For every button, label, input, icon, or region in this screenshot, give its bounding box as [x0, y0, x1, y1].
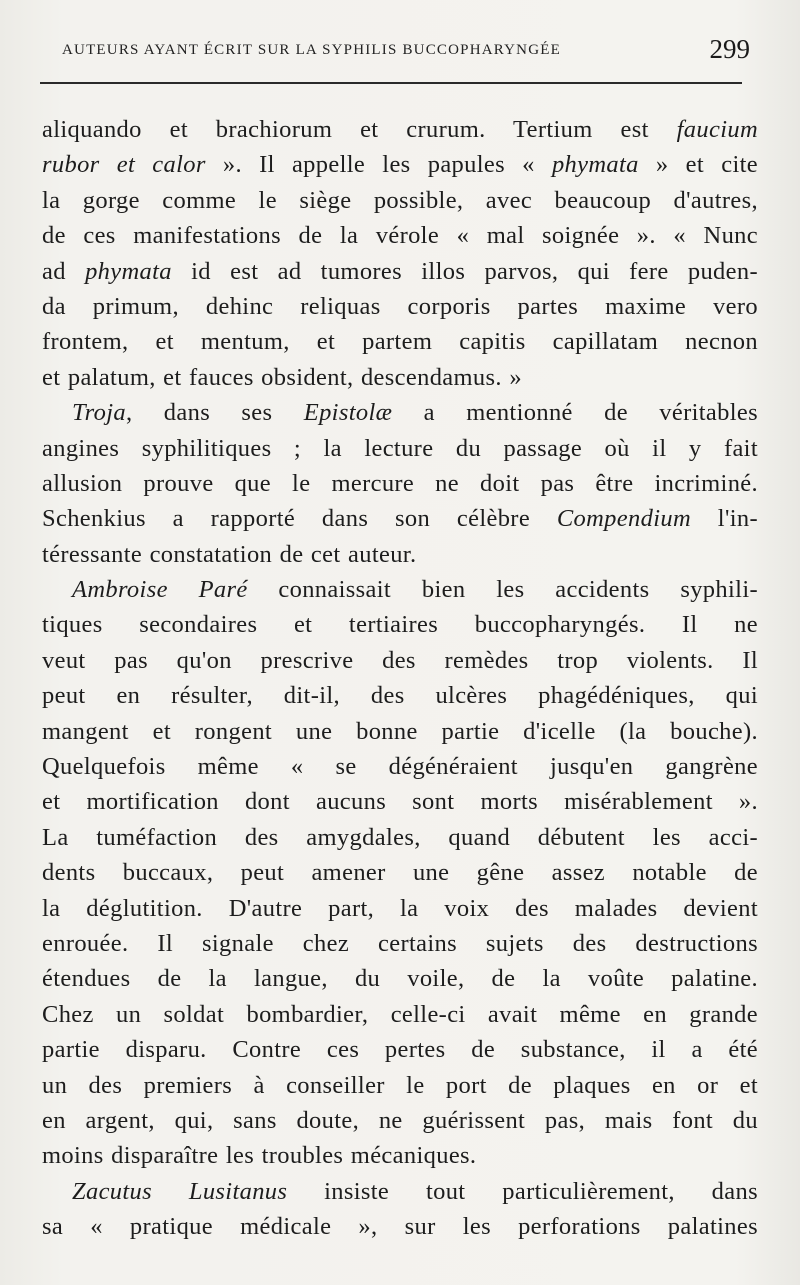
text-line: partie disparu. Contre ces pertes de substance, il a été — [42, 1036, 758, 1064]
text-line: un des premiers à conseiller le port de plaques en or et — [42, 1071, 758, 1099]
text-line: et mortification dont aucuns sont morts misérablement ». — [42, 788, 758, 816]
text-line: rubor et calor ». Il appelle les papules « phymata » et cite — [42, 151, 758, 179]
text-line: mangent et rongent une bonne partie d'icelle (la bouche). — [42, 717, 758, 745]
text-line: tiques secondaires et tertiaires buccopharyngés. Il ne — [42, 611, 758, 639]
text-line: Zacutus Lusitanus insiste tout particulièrement, dans — [72, 1177, 758, 1205]
text-line: veut pas qu'on prescrive des remèdes trop violents. Il — [42, 646, 758, 674]
text-line: angines syphilitiques ; la lecture du passage où il y fait — [42, 434, 758, 462]
text-line: de ces manifestations de la vérole « mal soignée ». « Nunc — [42, 222, 758, 250]
text-line: moins disparaître les troubles mécaniques. — [42, 1142, 477, 1170]
text-line: la gorge comme le siège possible, avec beaucoup d'autres, — [42, 186, 758, 214]
text-line: Ambroise Paré connaissait bien les accidents syphili- — [72, 576, 758, 604]
text-line: allusion prouve que le mercure ne doit pas être incriminé. — [42, 469, 758, 497]
text-line: frontem, et mentum, et partem capitis capillatam necnon — [42, 328, 758, 356]
body-text — [42, 112, 758, 1245]
text-line: la déglutition. D'autre part, la voix des malades devient — [42, 894, 758, 922]
text-line: dents buccaux, peut amener une gêne assez notable de — [42, 859, 758, 887]
text-line: peut en résulter, dit-il, des ulcères phagédéniques, qui — [42, 682, 758, 710]
text-line: da primum, dehinc reliquas corporis partes maxime vero — [42, 292, 758, 320]
text-line: Quelquefois même « se dégénéraient jusqu'en gangrène — [42, 753, 758, 781]
text-line: étendues de la langue, du voile, de la voûte palatine. — [42, 965, 758, 993]
text-line: Troja, dans ses Epistolæ a mentionné de véritables — [72, 399, 758, 427]
text-line: Chez un soldat bombardier, celle-ci avait même en grande — [42, 1000, 758, 1028]
text-line: sa « pratique médicale », sur les perforations palatines — [42, 1213, 758, 1241]
page-number: 299 — [709, 34, 750, 64]
running-title: AUTEURS AYANT ÉCRIT SUR LA SYPHILIS BUCCOPHARYNGÉE — [62, 42, 561, 58]
text-line: aliquando et brachiorum et crurum. Tertium est faucium — [42, 116, 758, 143]
text-line: La tuméfaction des amygdales, quand débutent les acci- — [42, 823, 758, 851]
text-line: enrouée. Il signale chez certains sujets des destructions — [42, 929, 758, 957]
text-line: Schenkius a rapporté dans son célèbre Compendium l'in- — [42, 505, 758, 533]
text-line: et palatum, et fauces obsident, descendamus. » — [42, 363, 522, 391]
text-line: téressante constatation de cet auteur. — [42, 540, 417, 568]
header-rule — [40, 82, 742, 84]
text-line: en argent, qui, sans doute, ne guérissent pas, mais font du — [42, 1106, 758, 1134]
running-header — [62, 34, 750, 68]
text-line: ad phymata id est ad tumores illos parvos, qui fere puden- — [42, 257, 758, 285]
